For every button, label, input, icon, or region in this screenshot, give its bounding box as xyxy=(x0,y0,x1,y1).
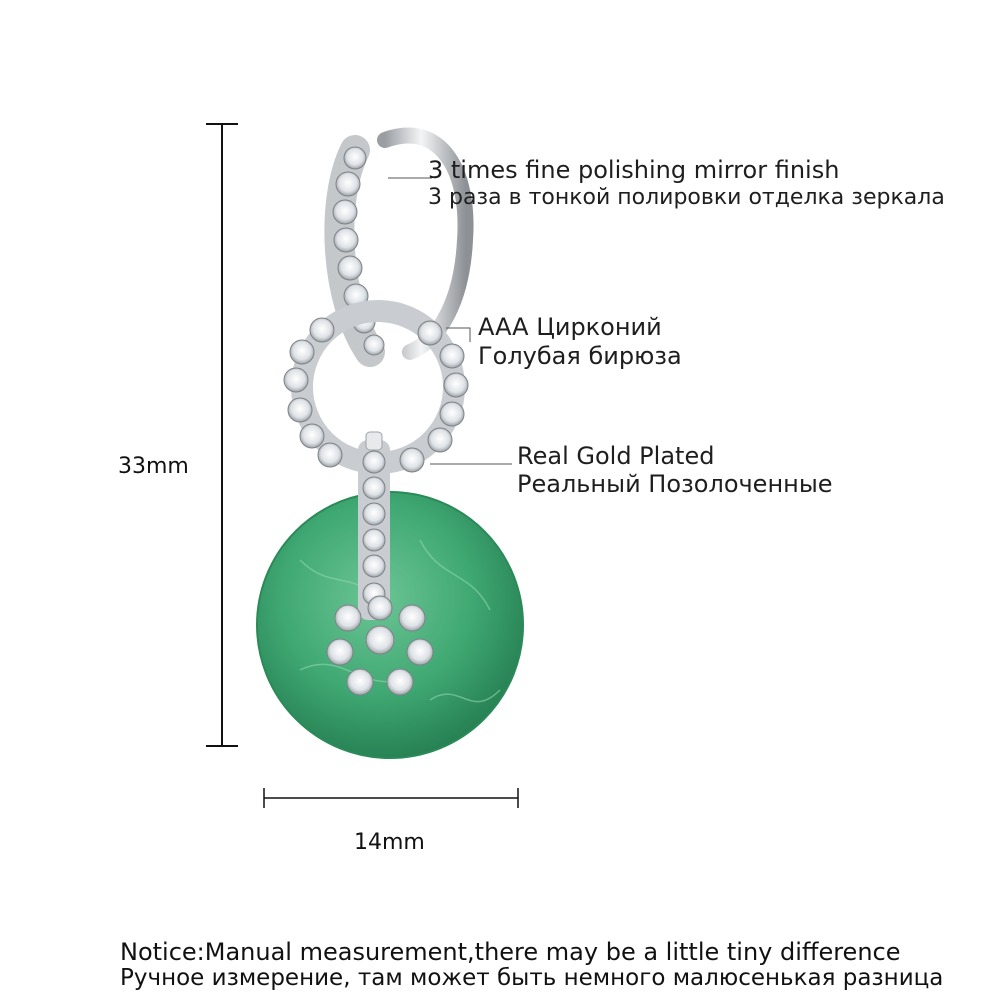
width-dimension-line xyxy=(264,788,518,808)
feature-zircon-en: AAA Цирконий xyxy=(478,313,662,341)
feature-gold-ru: Реальный Позолоченные xyxy=(517,470,833,498)
notice-ru: Ручное измерение, там может быть немного малюсенькая разница xyxy=(120,965,944,991)
feature-gold-en: Real Gold Plated xyxy=(517,442,715,470)
feature-polish-en: 3 times fine polishing mirror finish xyxy=(428,156,840,184)
height-dimension-line xyxy=(206,124,238,746)
crystal-stem xyxy=(358,432,390,620)
width-label: 14mm xyxy=(354,830,425,855)
notice-en: Notice:Manual measurement,there may be a little tiny difference xyxy=(120,938,901,966)
feature-zircon-ru: Голубая бирюза xyxy=(478,342,682,370)
height-label: 33mm xyxy=(118,454,189,479)
feature-polish-ru: 3 раза в тонкой полировки отделка зеркала xyxy=(428,185,945,210)
